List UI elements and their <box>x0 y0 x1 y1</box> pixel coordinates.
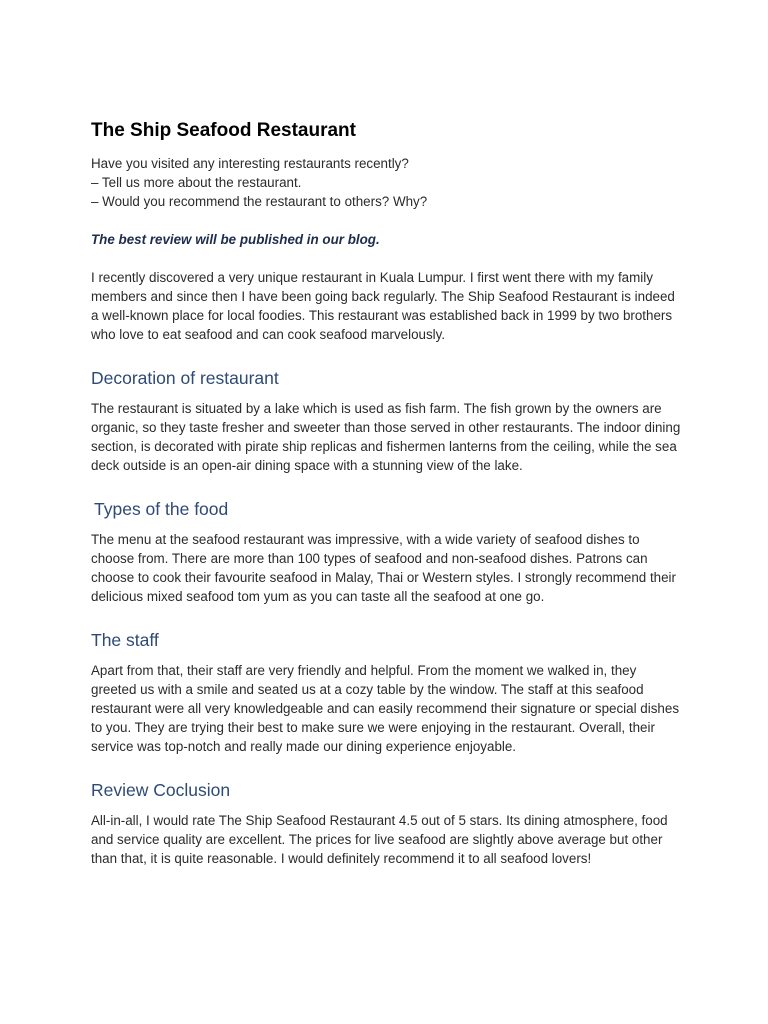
intro-paragraph: I recently discovered a very unique restaurant in Kuala Lumpur. I first went there with my family members and since then I have been going back regularly. The Ship Seafood Restaurant is indeed a well-known place for local foodies. This restaurant was established back in 1999 by two brothers who love to eat seafood and can cook seafood marvelously. <box>91 270 675 342</box>
document-title: The Ship Seafood Restaurant <box>91 120 356 141</box>
section-heading-food-types: Types of the food <box>94 499 229 519</box>
section-body-decoration: The restaurant is situated by a lake which is used as fish farm. The fish grown by the owners are organic, so they taste fresher and sweeter than those served in other restaurants. The indoor dining section, is decorated with pirate ship replicas and fishermen lanterns from the ceiling, while the sea deck outside is an open-air dining space with a stunning view of the lake. <box>91 401 681 473</box>
prompt-line: – Would you recommend the restaurant to others? Why? <box>91 194 428 209</box>
blog-callout: The best review will be published in our blog. <box>91 232 380 247</box>
section-heading-staff: The staff <box>91 630 159 650</box>
prompt-block <box>91 154 681 211</box>
section-body-food-types: The menu at the seafood restaurant was impressive, with a wide variety of seafood dishes to choose from. There are more than 100 types of seafood and non-seafood dishes. Patrons can choose to cook their favourite seafood in Malay, Thai or Western styles. I strongly recommend their delicious mixed seafood tom yum as you can taste all the seafood at one go. <box>91 532 676 604</box>
prompt-line: – Tell us more about the restaurant. <box>91 175 302 190</box>
section-body-conclusion: All-in-all, I would rate The Ship Seafood Restaurant 4.5 out of 5 stars. Its dining atmosphere, food and service quality are excellent. The prices for live seafood are slightly above average but other than that, it is quite reasonable. I would definitely recommend it to all seafood lovers! <box>91 813 668 866</box>
section-heading-conclusion: Review Coclusion <box>91 780 231 800</box>
document-page <box>91 118 681 868</box>
section-heading-decoration: Decoration of restaurant <box>91 368 279 388</box>
prompt-line: Have you visited any interesting restaurants recently? <box>91 156 409 171</box>
section-body-staff: Apart from that, their staff are very friendly and helpful. From the moment we walked in, they greeted us with a smile and seated us at a cozy table by the window. The staff at this seafood restaurant were all very knowledgeable and can easily recommend their signature or special dishes to you. They are trying their best to make sure we were enjoying in the restaurant. Overall, their service was top-notch and really made our dining experience enjoyable. <box>91 663 680 754</box>
